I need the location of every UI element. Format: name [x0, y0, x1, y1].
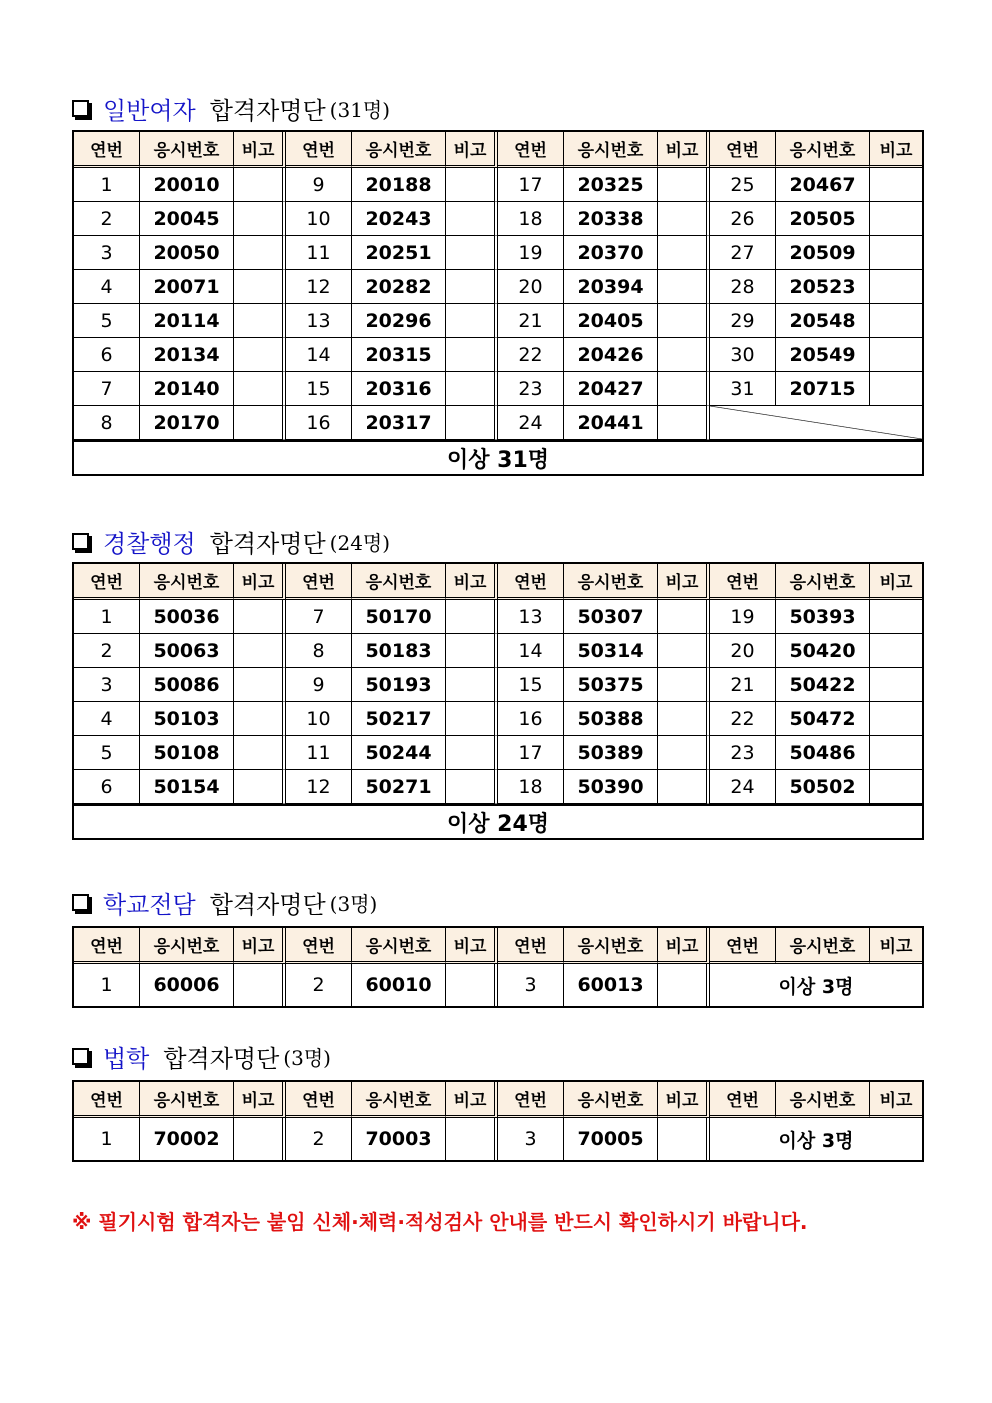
column-header-no: 연번	[498, 928, 564, 964]
note-cell	[658, 406, 710, 440]
column-header-note: 비고	[870, 132, 922, 168]
row-number: 2	[286, 964, 352, 1006]
exam-number: 20548	[776, 304, 870, 338]
note-cell	[658, 634, 710, 668]
note-cell	[446, 168, 498, 202]
roster-table-law	[72, 1080, 924, 1162]
row-number: 29	[710, 304, 776, 338]
row-number: 27	[710, 236, 776, 270]
checkbox-icon	[72, 533, 89, 550]
exam-number: 50390	[564, 770, 658, 804]
column-header-id: 응시번호	[564, 132, 658, 168]
row-number: 16	[498, 702, 564, 736]
roster-table-school	[72, 926, 924, 1008]
exam-number: 20426	[564, 338, 658, 372]
note-cell	[446, 668, 498, 702]
note-cell	[870, 304, 922, 338]
note-cell	[658, 736, 710, 770]
row-number: 2	[74, 202, 140, 236]
table-row	[74, 634, 922, 668]
note-cell	[234, 270, 286, 304]
note-cell	[446, 1118, 498, 1160]
title-count: (31명)	[329, 97, 391, 122]
category-label: 학교전담	[103, 890, 196, 919]
roster-table-police-admin	[72, 562, 924, 840]
note-cell	[234, 168, 286, 202]
table-row	[74, 236, 922, 270]
column-header-no: 연번	[74, 564, 140, 600]
title-suffix: 합격자명단	[209, 96, 326, 125]
exam-number: 50244	[352, 736, 446, 770]
column-header-no: 연번	[286, 564, 352, 600]
note-cell	[446, 270, 498, 304]
note-cell	[446, 964, 498, 1006]
note-cell	[658, 964, 710, 1006]
exam-number: 20549	[776, 338, 870, 372]
column-header-no: 연번	[498, 564, 564, 600]
note-cell	[446, 236, 498, 270]
note-cell	[234, 770, 286, 804]
exam-number: 50420	[776, 634, 870, 668]
row-number: 18	[498, 202, 564, 236]
table-row	[74, 1118, 922, 1160]
row-number: 22	[498, 338, 564, 372]
row-number: 11	[286, 236, 352, 270]
column-header-no: 연번	[74, 1082, 140, 1118]
note-cell	[234, 406, 286, 440]
column-header-id: 응시번호	[140, 132, 234, 168]
column-header-note: 비고	[234, 564, 286, 600]
exam-number: 50063	[140, 634, 234, 668]
row-number: 20	[498, 270, 564, 304]
exam-number: 20282	[352, 270, 446, 304]
row-number: 17	[498, 168, 564, 202]
row-number: 19	[710, 600, 776, 634]
notice-text: ※ 필기시험 합격자는 붙임 신체·체력·적성검사 안내를 반드시 확인하시기 바랍니다.	[72, 1210, 808, 1234]
exam-number: 50486	[776, 736, 870, 770]
row-number: 9	[286, 668, 352, 702]
note-cell	[234, 304, 286, 338]
note-cell	[446, 406, 498, 440]
exam-number: 50393	[776, 600, 870, 634]
column-header-note: 비고	[658, 1082, 710, 1118]
exam-number: 20427	[564, 372, 658, 406]
row-number: 14	[286, 338, 352, 372]
column-header-id: 응시번호	[776, 132, 870, 168]
exam-number: 70002	[140, 1118, 234, 1160]
note-cell	[658, 236, 710, 270]
note-cell	[446, 304, 498, 338]
column-header-id: 응시번호	[352, 132, 446, 168]
note-cell	[446, 702, 498, 736]
total-row	[74, 440, 922, 474]
section-title-law	[72, 1038, 331, 1074]
exam-number: 20134	[140, 338, 234, 372]
note-cell	[870, 736, 922, 770]
exam-number: 50103	[140, 702, 234, 736]
section-title-school	[72, 884, 377, 920]
note-cell	[658, 668, 710, 702]
exam-number: 20188	[352, 168, 446, 202]
total-count: 이상 24명	[74, 804, 922, 838]
table-row	[74, 736, 922, 770]
checkbox-icon	[72, 100, 89, 117]
row-number: 21	[710, 668, 776, 702]
row-number: 6	[74, 770, 140, 804]
row-number: 13	[498, 600, 564, 634]
section-title-police-admin	[72, 523, 390, 559]
column-header-id: 응시번호	[352, 1082, 446, 1118]
row-number: 3	[74, 668, 140, 702]
table-row	[74, 168, 922, 202]
row-number: 3	[498, 1118, 564, 1160]
note-cell	[234, 236, 286, 270]
table-row	[74, 304, 922, 338]
row-number: 30	[710, 338, 776, 372]
row-number: 5	[74, 304, 140, 338]
column-header-note: 비고	[870, 928, 922, 964]
exam-number: 70003	[352, 1118, 446, 1160]
row-number: 10	[286, 702, 352, 736]
column-header-id: 응시번호	[776, 564, 870, 600]
exam-number: 20045	[140, 202, 234, 236]
column-header-no: 연번	[710, 132, 776, 168]
column-header-no: 연번	[286, 928, 352, 964]
exam-number: 50307	[564, 600, 658, 634]
column-header-note: 비고	[658, 928, 710, 964]
exam-number: 20315	[352, 338, 446, 372]
title-count: (3명)	[329, 891, 378, 916]
row-number: 1	[74, 600, 140, 634]
exam-number: 50422	[776, 668, 870, 702]
column-header-note: 비고	[446, 132, 498, 168]
note-cell	[658, 304, 710, 338]
exam-number: 20140	[140, 372, 234, 406]
total-row	[74, 804, 922, 838]
row-number: 12	[286, 270, 352, 304]
exam-number: 50375	[564, 668, 658, 702]
title-count: (3명)	[283, 1045, 331, 1070]
column-header-no: 연번	[498, 132, 564, 168]
table-row	[74, 338, 922, 372]
row-number: 3	[498, 964, 564, 1006]
exam-number: 20170	[140, 406, 234, 440]
exam-number: 50472	[776, 702, 870, 736]
column-header-note: 비고	[658, 564, 710, 600]
row-number: 14	[498, 634, 564, 668]
row-number: 26	[710, 202, 776, 236]
column-header-note: 비고	[658, 132, 710, 168]
row-number: 7	[286, 600, 352, 634]
exam-number: 20509	[776, 236, 870, 270]
row-number: 5	[74, 736, 140, 770]
row-number: 9	[286, 168, 352, 202]
column-header-id: 응시번호	[352, 928, 446, 964]
exam-number: 20296	[352, 304, 446, 338]
category-label: 경찰행정	[103, 529, 196, 558]
exam-number: 20467	[776, 168, 870, 202]
note-cell	[446, 338, 498, 372]
column-header-note: 비고	[446, 928, 498, 964]
note-cell	[870, 202, 922, 236]
column-header-no: 연번	[74, 928, 140, 964]
note-cell	[870, 236, 922, 270]
note-cell	[234, 634, 286, 668]
note-cell	[870, 372, 922, 406]
note-cell	[446, 372, 498, 406]
exam-number: 50036	[140, 600, 234, 634]
column-header-no: 연번	[286, 1082, 352, 1118]
section-title-general-female	[72, 90, 390, 126]
roster-table-general-female	[72, 130, 924, 476]
total-count: 이상 3명	[778, 1129, 854, 1152]
note-cell	[870, 270, 922, 304]
column-header-note: 비고	[234, 1082, 286, 1118]
exam-number: 60006	[140, 964, 234, 1006]
row-number: 2	[74, 634, 140, 668]
column-header-note: 비고	[870, 564, 922, 600]
note-cell	[870, 770, 922, 804]
exam-number: 50502	[776, 770, 870, 804]
note-cell	[234, 736, 286, 770]
column-header-id: 응시번호	[564, 564, 658, 600]
column-header-no: 연번	[498, 1082, 564, 1118]
row-number: 19	[498, 236, 564, 270]
row-number: 2	[286, 1118, 352, 1160]
row-number: 1	[74, 964, 140, 1006]
note-cell	[446, 770, 498, 804]
row-number: 3	[74, 236, 140, 270]
row-number: 15	[286, 372, 352, 406]
table-row	[74, 600, 922, 634]
table-row	[74, 372, 922, 406]
note-cell	[870, 634, 922, 668]
exam-number: 60013	[564, 964, 658, 1006]
note-cell	[234, 338, 286, 372]
note-cell	[446, 634, 498, 668]
exam-number: 20251	[352, 236, 446, 270]
exam-number: 20338	[564, 202, 658, 236]
note-cell	[234, 1118, 286, 1160]
note-cell	[658, 202, 710, 236]
table-row	[74, 964, 922, 1006]
table-row	[74, 702, 922, 736]
column-header-note: 비고	[446, 1082, 498, 1118]
row-number: 28	[710, 270, 776, 304]
row-number: 6	[74, 338, 140, 372]
column-header-no: 연번	[74, 132, 140, 168]
row-number: 12	[286, 770, 352, 804]
empty-cell-slash	[710, 406, 922, 440]
column-header-note: 비고	[870, 1082, 922, 1118]
note-cell	[658, 372, 710, 406]
exam-number: 20523	[776, 270, 870, 304]
checkbox-icon	[72, 894, 89, 911]
exam-number: 20010	[140, 168, 234, 202]
note-cell	[658, 1118, 710, 1160]
exam-number: 50183	[352, 634, 446, 668]
row-number: 10	[286, 202, 352, 236]
exam-number: 20243	[352, 202, 446, 236]
row-number: 16	[286, 406, 352, 440]
column-header-id: 응시번호	[140, 564, 234, 600]
exam-number: 20715	[776, 372, 870, 406]
table-row	[74, 770, 922, 804]
exam-number: 20394	[564, 270, 658, 304]
note-cell	[234, 372, 286, 406]
column-header-id: 응시번호	[776, 928, 870, 964]
note-cell	[234, 600, 286, 634]
row-number: 1	[74, 1118, 140, 1160]
column-header-note: 비고	[446, 564, 498, 600]
column-header-id: 응시번호	[776, 1082, 870, 1118]
note-cell	[446, 202, 498, 236]
row-number: 18	[498, 770, 564, 804]
column-header-id: 응시번호	[564, 928, 658, 964]
note-cell	[870, 702, 922, 736]
table-row	[74, 406, 922, 440]
exam-number: 50388	[564, 702, 658, 736]
row-number: 7	[74, 372, 140, 406]
note-cell	[446, 600, 498, 634]
category-label: 법학	[103, 1044, 150, 1073]
exam-number: 20317	[352, 406, 446, 440]
note-cell	[658, 168, 710, 202]
exam-number: 20441	[564, 406, 658, 440]
exam-number: 50193	[352, 668, 446, 702]
row-number: 13	[286, 304, 352, 338]
exam-number: 20316	[352, 372, 446, 406]
note-cell	[870, 668, 922, 702]
exam-number: 60010	[352, 964, 446, 1006]
title-suffix: 합격자명단	[209, 529, 326, 558]
row-number: 31	[710, 372, 776, 406]
exam-number: 50170	[352, 600, 446, 634]
note-cell	[446, 736, 498, 770]
note-cell	[234, 964, 286, 1006]
exam-number: 50108	[140, 736, 234, 770]
exam-number: 20071	[140, 270, 234, 304]
exam-number: 50314	[564, 634, 658, 668]
column-header-id: 응시번호	[140, 928, 234, 964]
note-cell	[658, 702, 710, 736]
table-row	[74, 668, 922, 702]
column-header-id: 응시번호	[140, 1082, 234, 1118]
exam-number: 20405	[564, 304, 658, 338]
row-number: 24	[498, 406, 564, 440]
exam-number: 20050	[140, 236, 234, 270]
exam-number: 20325	[564, 168, 658, 202]
column-header-no: 연번	[710, 564, 776, 600]
note-cell	[870, 600, 922, 634]
note-cell	[658, 270, 710, 304]
title-count: (24명)	[329, 530, 391, 555]
note-cell	[234, 202, 286, 236]
exam-number: 70005	[564, 1118, 658, 1160]
row-number: 21	[498, 304, 564, 338]
exam-number: 50217	[352, 702, 446, 736]
note-cell	[234, 702, 286, 736]
note-cell	[658, 338, 710, 372]
row-number: 11	[286, 736, 352, 770]
exam-number: 20370	[564, 236, 658, 270]
total-count: 이상 31명	[74, 440, 922, 474]
exam-number: 50271	[352, 770, 446, 804]
column-header-no: 연번	[710, 1082, 776, 1118]
row-number: 23	[710, 736, 776, 770]
note-cell	[658, 770, 710, 804]
title-suffix: 합격자명단	[209, 890, 326, 919]
column-header-no: 연번	[286, 132, 352, 168]
exam-number: 50154	[140, 770, 234, 804]
row-number: 25	[710, 168, 776, 202]
table-row	[74, 270, 922, 304]
row-number: 15	[498, 668, 564, 702]
exam-number: 50086	[140, 668, 234, 702]
row-number: 4	[74, 702, 140, 736]
row-number: 17	[498, 736, 564, 770]
note-cell	[234, 668, 286, 702]
row-number: 4	[74, 270, 140, 304]
row-number: 1	[74, 168, 140, 202]
exam-number: 20114	[140, 304, 234, 338]
column-header-no: 연번	[710, 928, 776, 964]
row-number: 8	[286, 634, 352, 668]
row-number: 20	[710, 634, 776, 668]
exam-number: 50389	[564, 736, 658, 770]
note-cell	[658, 600, 710, 634]
column-header-note: 비고	[234, 132, 286, 168]
table-row	[74, 202, 922, 236]
total-count: 이상 3명	[778, 975, 854, 998]
row-number: 24	[710, 770, 776, 804]
note-cell	[870, 168, 922, 202]
exam-number: 20505	[776, 202, 870, 236]
row-number: 8	[74, 406, 140, 440]
column-header-id: 응시번호	[564, 1082, 658, 1118]
title-suffix: 합격자명단	[163, 1044, 280, 1073]
checkbox-icon	[72, 1048, 89, 1065]
category-label: 일반여자	[103, 96, 196, 125]
note-cell	[870, 338, 922, 372]
row-number: 22	[710, 702, 776, 736]
row-number: 23	[498, 372, 564, 406]
column-header-note: 비고	[234, 928, 286, 964]
column-header-id: 응시번호	[352, 564, 446, 600]
